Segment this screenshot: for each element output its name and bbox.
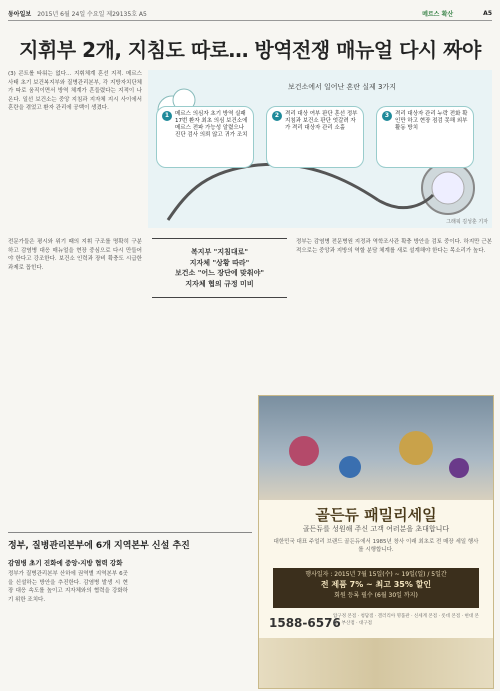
page-headline: 지휘부 2개, 지침도 따로… 방역전쟁 매뉴얼 다시 짜야 <box>19 38 481 62</box>
callout-number: 2 <box>272 111 282 121</box>
callout-1 <box>156 106 254 168</box>
infographic <box>148 70 492 228</box>
pull-quote-line: 복지부 "지침대로" <box>190 248 249 256</box>
discount-label: 전 제품 7% ~ 최고 35% 할인 <box>320 580 432 589</box>
pull-quote-line: 보건소 "어느 장단에 맞춰야" <box>175 269 264 277</box>
column-text: (3) 콘트롤 타워는 없다… 지휘체계 혼선 지적. 메르스 사태 초기 보건복지부와 질병관리본부, 각 지방자치단체가 따로 움직이면서 방역 체계가 흔들렸다는 지적이 나온다. 일선 보건소는 중앙 지침과 지자체 지시 사이에서 혼란을 겪었고 환자 관리에 공백이 생겼다. <box>8 71 142 112</box>
ad-phone: 1588-6576 <box>269 616 341 630</box>
callout-2 <box>266 106 364 168</box>
publication-name: 동아일보 <box>8 10 32 18</box>
ad-description: 대한민국 대표 주얼리 브랜드 골든듀에서 1985년 창사 이래 최초로 전 매장 세일 행사를 시행합니다. <box>273 539 479 554</box>
column-text: 정부는 감염병 전문병원 지정과 역학조사관 확충 방안을 검토 중이다. 하지만 근본적으로는 중앙과 지방의 역할 분담 체계를 새로 설계해야 한다는 목소리가 높다. <box>296 239 492 254</box>
gem-icon <box>339 456 361 478</box>
article-column-3 <box>296 238 492 388</box>
pull-quote-line: 지자체 협의 규정 미비 <box>185 279 254 288</box>
callout-number: 3 <box>382 111 392 121</box>
callout-number: 1 <box>162 111 172 121</box>
sub-article-headline: 정부, 질병관리본부에 6개 지역본부 신설 추진 <box>8 541 190 551</box>
article-column-1b <box>8 238 142 528</box>
ad-title: 골든듀 패밀리세일 <box>315 506 437 524</box>
gem-icon <box>449 458 469 478</box>
pull-quote-line: 지자체 "상황 따라" <box>189 258 250 267</box>
ad-invite: 골든듀를 성원해 주신 고객 여러분을 초대합니다 <box>302 525 450 533</box>
ad-banner <box>259 396 493 500</box>
gem-icon <box>399 431 433 465</box>
issue-date: 2015년 6월 24일 수요일 제29135호 A5 <box>37 10 147 18</box>
page-number: A5 <box>483 9 492 17</box>
sub-article-body: 정부가 질병관리본부 산하에 권역별 지역본부 6곳을 신설하는 방안을 추진한다. 감염병 발생 시 현장 대응 속도를 높이고 지자체와의 협력을 강화하기 위한 조치다. <box>8 571 128 603</box>
callout-text: 메르스 의심자 초기 방역 실패 17번 환자 최초 의심 보건소에 메르스 전파 가능성 알렸으나 진단 검사 의뢰 않고 귀가 조치 <box>175 111 248 139</box>
graphic-credit: 그래픽 김성훈 기자 <box>446 219 488 225</box>
event-period: 행사일자 : 2015년 7월 15일(수) ~ 19일(일) / 5일간 <box>305 571 447 578</box>
section-divider <box>8 532 252 533</box>
graphic-title: 보건소에서 일어난 혼란 실제 3가지 <box>288 83 397 91</box>
ad-event-box <box>273 568 479 608</box>
sub-article-subhead: 감염병 초기 진화에 중앙-지방 협력 강화 <box>8 559 123 567</box>
section-label: 메르스 확산 <box>422 10 454 18</box>
column-text: 전문가들은 평시와 위기 때의 지휘 구조를 명확히 구분하고 감염병 대응 매뉴얼을 현장 중심으로 다시 만들어야 한다고 강조한다. 보건소 인력과 장비 확충도 시급한 과제로 꼽힌다. <box>8 239 142 271</box>
sub-article-column-1 <box>8 556 128 686</box>
callout-3 <box>376 106 474 168</box>
ad-branches: 압구정 본점 · 청담점 · 갤러리아 명품관 · 신세계 본점 · 롯데 본점 · 현대 본점 · 부산점 · 대구점 <box>333 614 479 626</box>
callout-text: 격리 대상자 관리 누락 전화 확인만 하고 현장 점검 못해 외부 활동 방치 <box>395 111 468 132</box>
masthead <box>8 6 492 21</box>
callout-text: 격리 대상 여부 판단 혼선 정부 지침과 보건소 판단 엇갈려 자가 격리 대상자 관리 소홀 <box>285 111 358 132</box>
venue-note: 회원 등록 필수 (6월 30일 까지) <box>334 592 418 599</box>
advertisement <box>258 395 494 689</box>
gem-icon <box>289 436 319 466</box>
pull-quote <box>152 238 287 298</box>
jewelry-image <box>259 638 493 688</box>
